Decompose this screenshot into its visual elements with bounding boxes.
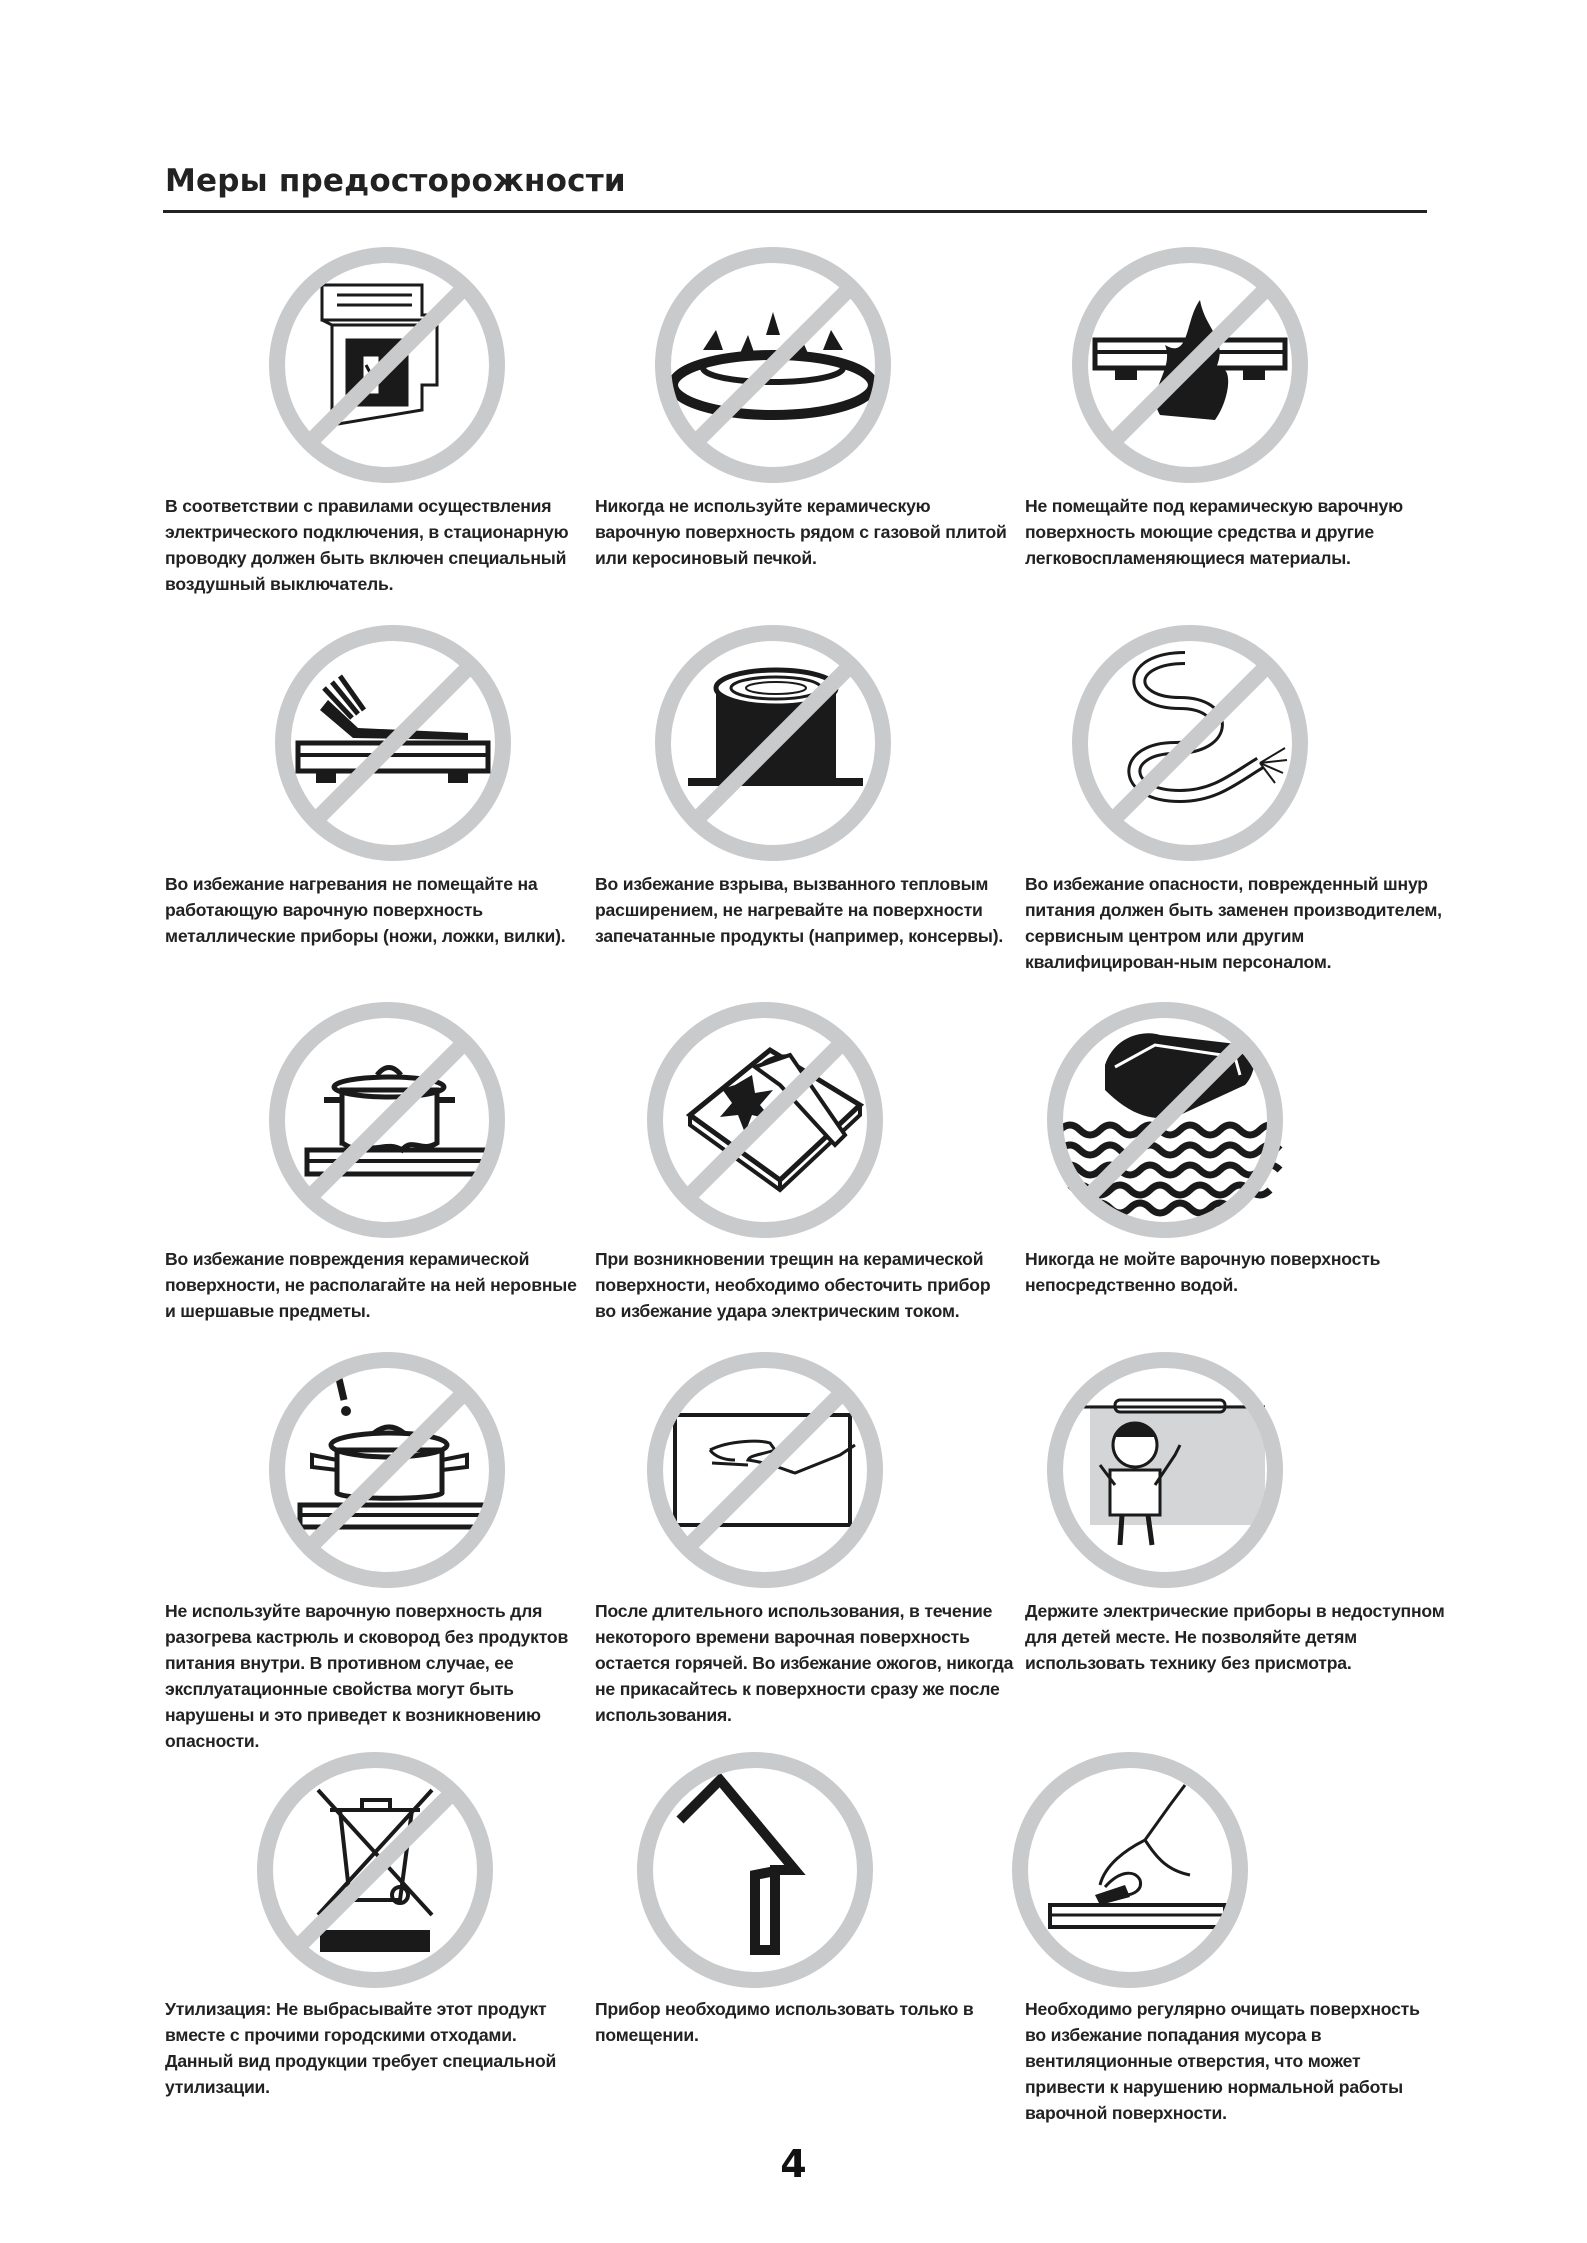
electrical-panel-icon xyxy=(262,240,512,490)
caption-gas-stove: Никогда не используйте керамическую варочную поверхность рядом с газовой плитой или керосиновый печкой. xyxy=(595,496,1007,568)
hot-surface-hand-icon xyxy=(640,1345,890,1595)
sealed-can-icon xyxy=(648,618,898,868)
empty-pot-icon xyxy=(262,1345,512,1595)
caption-disposal: Утилизация: Не выбрасывайте этот продукт вместе с прочими городскими отходами. Данный вид продукции требует специальной утилизации. xyxy=(165,1999,557,2097)
caption-children: Держите электрические приборы в недоступном для детей месте. Не позволяйте детям использовать технику без присмотра. xyxy=(1025,1601,1445,1673)
water-wash-icon xyxy=(1040,995,1290,1245)
cracked-surface-icon xyxy=(640,995,890,1245)
gas-burner-icon xyxy=(648,240,898,490)
caption-water-wash: Никогда не мойте варочную поверхность непосредственно водой. xyxy=(1025,1249,1381,1295)
damaged-cord-icon xyxy=(1065,618,1315,868)
caption-uneven-objects: Во избежание повреждения керамической поверхности, не располагайте на ней неровные и шершавые предметы. xyxy=(165,1249,577,1321)
metal-utensils-icon xyxy=(268,618,518,868)
caption-damaged-cord: Во избежание опасности, поврежденный шнур питания должен быть заменен производителем, сервисным центром или другим квалифицирован-ным персоналом. xyxy=(1025,874,1442,972)
page-title: Меры предосторожности xyxy=(165,163,626,199)
page-number: 4 xyxy=(780,2142,807,2186)
caption-flammable: Не помещайте под керамическую варочную поверхность моющие средства и другие легковоспламеняющиеся материалы. xyxy=(1025,496,1403,568)
caption-indoor-use: Прибор необходимо использовать только в помещении. xyxy=(595,1999,974,2045)
caption-empty-pot: Не используйте варочную поверхность для разогрева кастрюль и сковород без продуктов питания внутри. В противном случае, ее эксплуатационные свойства могут быть нарушены и это приведет к возникновению опасности. xyxy=(165,1601,569,1751)
caption-cracks: При возникновении трещин на керамической поверхности, необходимо обесточить прибор во избежание удара электрическим током. xyxy=(595,1249,991,1321)
child-icon xyxy=(1040,1345,1290,1595)
uneven-pot-icon xyxy=(262,995,512,1245)
flammable-under-hob-icon xyxy=(1065,240,1315,490)
title-divider xyxy=(163,210,1427,213)
caption-hot-surface: После длительного использования, в течение некоторого времени варочная поверхность остается горячей. Во избежание ожогов, никогда не прикасайтесь к поверхности сразу же после использования. xyxy=(595,1601,1014,1725)
caption-sealed-products: Во избежание взрыва, вызванного тепловым расширением, не нагревайте на поверхности запечатанные продукты (например, консервы). xyxy=(595,874,1004,946)
cleaning-hand-icon xyxy=(1005,1745,1255,1995)
weee-bin-icon xyxy=(250,1745,500,1995)
indoor-house-icon xyxy=(630,1745,880,1995)
caption-metal-utensils: Во избежание нагревания не помещайте на работающую варочную поверхность металлические приборы (ножи, ложки, вилки). xyxy=(165,874,566,946)
caption-cleaning: Необходимо регулярно очищать поверхность во избежание попадания мусора в вентиляционные отверстия, что может привести к нарушению нормальной работы варочной поверхности. xyxy=(1025,1999,1420,2123)
caption-electrical-breaker: В соответствии с правилами осуществления электрического подключения, в стационарную проводку должен быть включен специальный воздушный выключатель. xyxy=(165,496,569,594)
